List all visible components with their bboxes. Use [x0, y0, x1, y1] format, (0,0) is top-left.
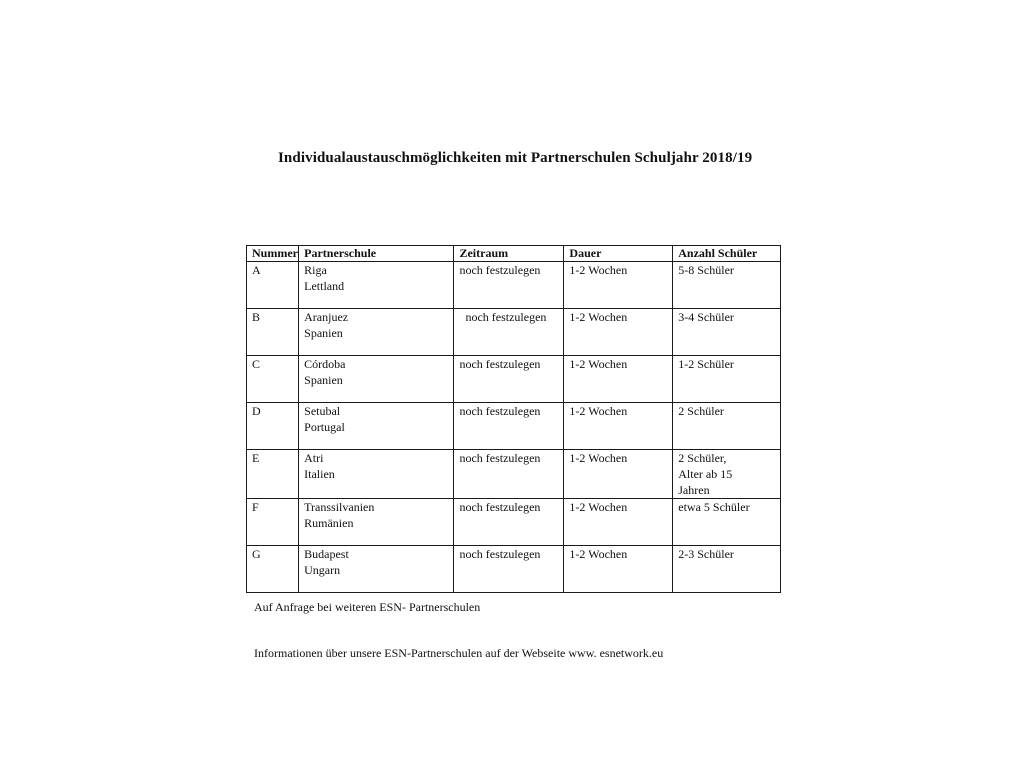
cell-school: [299, 356, 454, 403]
note-info: Informationen über unsere ESN-Partnerschulen auf der Webseite www. esnetwork.eu: [254, 646, 664, 660]
cell-period: noch festzulegen: [454, 499, 564, 546]
school-city: Transsilvanien: [304, 500, 375, 514]
count-line: 2 Schüler: [678, 404, 724, 418]
school-country: Ungarn: [304, 563, 341, 577]
cell-count: [673, 499, 781, 546]
cell-duration: 1-2 Wochen: [564, 262, 673, 309]
cell-school: [299, 450, 454, 499]
count-line: 2 Schüler,: [678, 451, 727, 465]
count-line: 5-8 Schüler: [678, 263, 734, 277]
school-city: Riga: [304, 263, 327, 277]
note-request: Auf Anfrage bei weiteren ESN- Partnerschulen: [254, 600, 481, 614]
cell-period: noch festzulegen: [454, 546, 564, 593]
table-body: [247, 262, 781, 593]
school-country: Spanien: [304, 326, 343, 340]
school-city: Setubal: [304, 404, 341, 418]
school-city: Budapest: [304, 547, 349, 561]
cell-count: [673, 262, 781, 309]
count-line: Alter ab 15: [678, 467, 733, 481]
table-header: [247, 246, 781, 262]
header-nummer: Nummer: [247, 246, 299, 262]
cell-school: [299, 309, 454, 356]
school-country: Lettland: [304, 279, 345, 293]
table-row: [247, 450, 781, 499]
header-zeitraum: Zeitraum: [454, 246, 564, 262]
school-country: Rumänien: [304, 516, 354, 530]
cell-duration: 1-2 Wochen: [564, 356, 673, 403]
cell-duration: 1-2 Wochen: [564, 499, 673, 546]
header-anzahl-schueler: Anzahl Schüler: [673, 246, 781, 262]
cell-duration: 1-2 Wochen: [564, 450, 673, 499]
school-city: Aranjuez: [304, 310, 349, 324]
count-line: 3-4 Schüler: [678, 310, 734, 324]
cell-school: [299, 546, 454, 593]
school-country: Portugal: [304, 420, 345, 434]
cell-count: [673, 546, 781, 593]
cell-number: A: [247, 262, 299, 309]
table-row: [247, 499, 781, 546]
document-title: Individualaustauschmöglichkeiten mit Partnerschulen Schuljahr 2018/19: [278, 150, 753, 166]
cell-number: B: [247, 309, 299, 356]
cell-period: noch festzulegen: [454, 309, 564, 356]
school-city: Córdoba: [304, 357, 346, 371]
cell-number: C: [247, 356, 299, 403]
count-line: 1-2 Schüler: [678, 357, 734, 371]
school-city: Atri: [304, 451, 324, 465]
cell-number: E: [247, 450, 299, 499]
cell-count: [673, 450, 781, 499]
cell-duration: 1-2 Wochen: [564, 546, 673, 593]
cell-number: F: [247, 499, 299, 546]
cell-school: [299, 403, 454, 450]
school-country: Italien: [304, 467, 335, 481]
cell-school: [299, 262, 454, 309]
cell-school: [299, 499, 454, 546]
count-line: etwa 5 Schüler: [678, 500, 750, 514]
table-row: [247, 403, 781, 450]
school-country: Spanien: [304, 373, 343, 387]
cell-count: [673, 403, 781, 450]
count-line: Jahren: [678, 483, 710, 497]
table-row: [247, 546, 781, 593]
cell-number: D: [247, 403, 299, 450]
table-header-row: [247, 246, 781, 262]
cell-duration: 1-2 Wochen: [564, 403, 673, 450]
header-partnerschule: Partnerschule: [299, 246, 454, 262]
exchange-table: [246, 245, 781, 593]
table-row: [247, 309, 781, 356]
cell-period: noch festzulegen: [454, 403, 564, 450]
cell-period: noch festzulegen: [454, 450, 564, 499]
count-line: 2-3 Schüler: [678, 547, 734, 561]
cell-period: noch festzulegen: [454, 262, 564, 309]
cell-count: [673, 356, 781, 403]
header-dauer: Dauer: [564, 246, 673, 262]
cell-number: G: [247, 546, 299, 593]
cell-duration: 1-2 Wochen: [564, 309, 673, 356]
table-row: [247, 356, 781, 403]
cell-period: noch festzulegen: [454, 356, 564, 403]
cell-count: [673, 309, 781, 356]
table-row: [247, 262, 781, 309]
